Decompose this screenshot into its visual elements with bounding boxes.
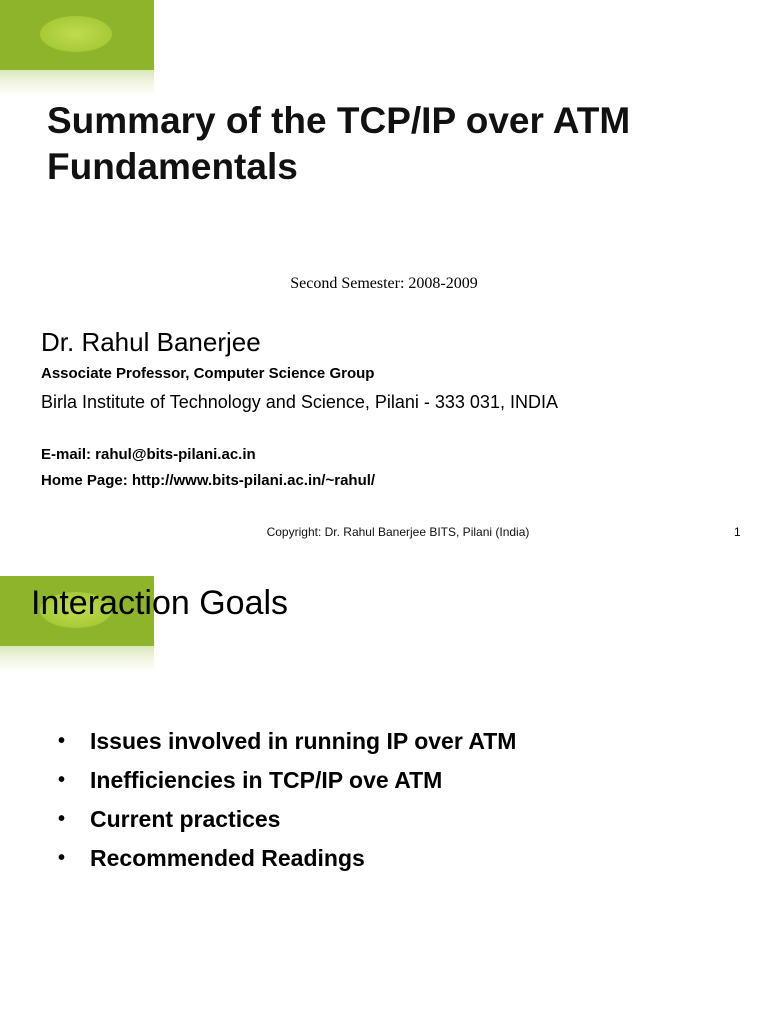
bullet-text: Issues involved in running IP over ATM: [90, 728, 517, 754]
author-name: Dr. Rahul Banerjee: [41, 327, 261, 357]
logo-oval: [40, 16, 112, 52]
copyright-footer: Copyright: Dr. Rahul Banerjee BITS, Pilani (India): [266, 525, 530, 539]
title-line-2: Fundamentals: [47, 146, 298, 187]
institute-name: Birla Institute of Technology and Science, Pilani - 333 031, INDIA: [41, 392, 558, 412]
list-item: [58, 839, 516, 878]
bullet-icon: •: [58, 847, 66, 869]
semester-label: Second Semester: 2008-2009: [290, 275, 478, 292]
bullet-list: [58, 722, 516, 878]
bullet-text: Current practices: [90, 806, 281, 832]
slide-title: Interaction Goals: [31, 584, 289, 622]
bullet-icon: •: [58, 730, 66, 752]
author-position: Associate Professor, Computer Science Group: [41, 365, 375, 382]
list-item: [58, 761, 516, 800]
logo-fade: [0, 646, 154, 672]
bullet-text: Inefficiencies in TCP/IP ove ATM: [90, 767, 443, 793]
list-item: [58, 800, 516, 839]
page-number: 1: [734, 525, 741, 539]
slide-2: [0, 568, 768, 1024]
logo-fade: [0, 70, 154, 96]
homepage-text: Home Page: http://www.bits-pilani.ac.in/~rahul/: [41, 472, 376, 489]
slide-title: [47, 98, 747, 190]
bullet-icon: •: [58, 808, 66, 830]
bullet-text: Recommended Readings: [90, 845, 365, 871]
email-text: E-mail: rahul@bits-pilani.ac.in: [41, 446, 256, 463]
title-line-1: Summary of the TCP/IP over ATM: [47, 100, 631, 141]
list-item: [58, 722, 516, 761]
bullet-icon: •: [58, 769, 66, 791]
